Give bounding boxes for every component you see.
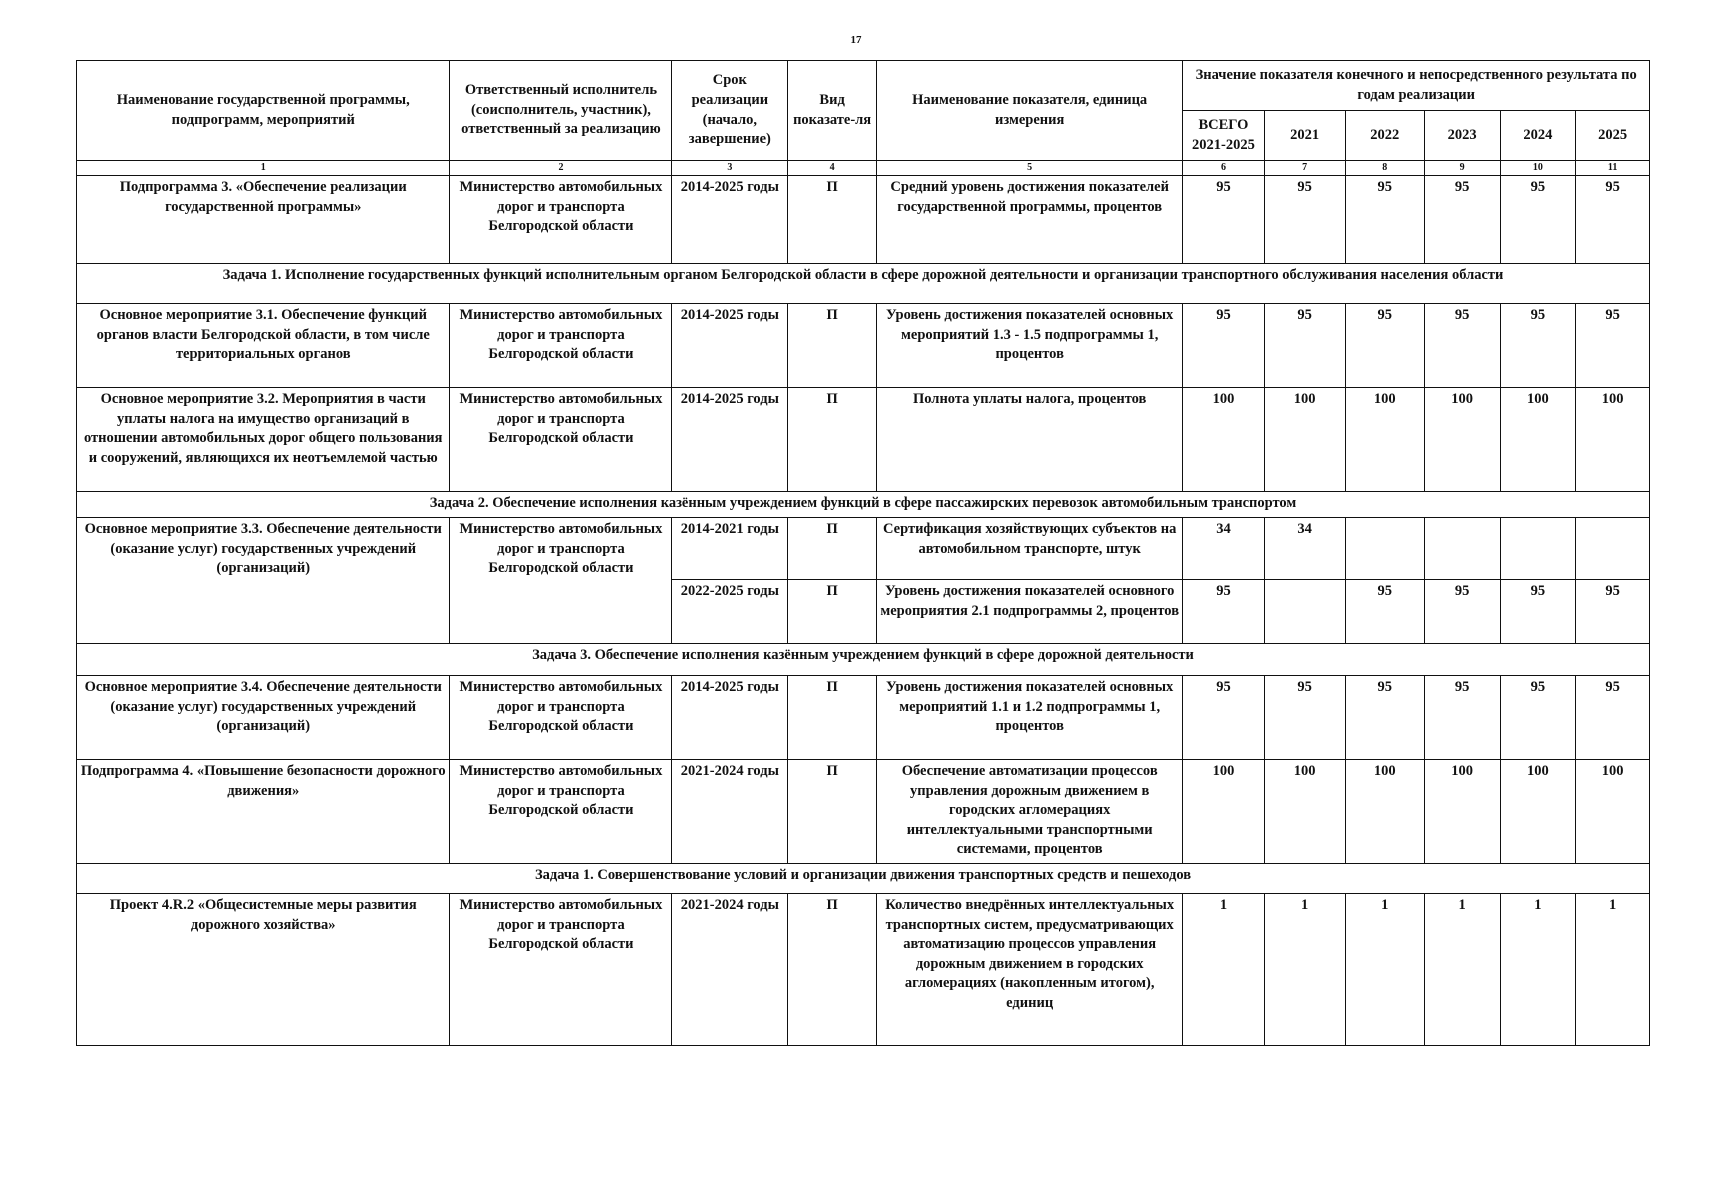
task-title: Задача 2. Обеспечение исполнения казённым учреждением функций в сфере пассажирских перевозок автомобильным транспортом bbox=[77, 492, 1650, 518]
value-2022: 1 bbox=[1345, 894, 1424, 1046]
value-2021 bbox=[1264, 580, 1345, 644]
value-total: 95 bbox=[1183, 304, 1264, 388]
value-2025: 95 bbox=[1576, 176, 1650, 264]
value-2023: 100 bbox=[1424, 388, 1500, 492]
indicator-type: П bbox=[788, 580, 877, 644]
table-row bbox=[77, 894, 1650, 1046]
column-number: 11 bbox=[1576, 161, 1650, 176]
task-row bbox=[77, 644, 1650, 676]
value-total: 100 bbox=[1183, 388, 1264, 492]
term: 2022-2025 годы bbox=[672, 580, 788, 644]
value-2021: 95 bbox=[1264, 304, 1345, 388]
executor: Министерство автомобильных дорог и транспорта Белгородской области bbox=[450, 760, 672, 864]
term: 2021-2024 годы bbox=[672, 760, 788, 864]
header-indicator-type: Вид показате-ля bbox=[788, 61, 877, 161]
value-2024 bbox=[1500, 518, 1576, 580]
value-2023: 1 bbox=[1424, 894, 1500, 1046]
task-title: Задача 1. Исполнение государственных функций исполнительным органом Белгородской области в сфере дорожной деятельности и организации транспортного обслуживания населения области bbox=[77, 264, 1650, 304]
column-number: 8 bbox=[1345, 161, 1424, 176]
value-2025: 95 bbox=[1576, 580, 1650, 644]
table-row bbox=[77, 676, 1650, 760]
indicator-name: Уровень достижения показателей основных мероприятий 1.3 - 1.5 подпрограммы 1, процентов bbox=[877, 304, 1183, 388]
program-name: Основное мероприятие 3.1. Обеспечение функций органов власти Белгородской области, в том числе территориальных органов bbox=[77, 304, 450, 388]
indicator-name: Сертификация хозяйствующих субъектов на автомобильном транспорте, штук bbox=[877, 518, 1183, 580]
value-2023: 100 bbox=[1424, 760, 1500, 864]
value-2021: 100 bbox=[1264, 760, 1345, 864]
header-year: 2023 bbox=[1424, 111, 1500, 161]
table-row bbox=[77, 518, 1650, 580]
indicators-table bbox=[76, 60, 1650, 1046]
value-2024: 100 bbox=[1500, 388, 1576, 492]
program-name: Основное мероприятие 3.3. Обеспечение деятельности (оказание услуг) государственных учреждений (организаций) bbox=[77, 518, 450, 644]
header-year: 2025 bbox=[1576, 111, 1650, 161]
value-2025: 95 bbox=[1576, 304, 1650, 388]
indicator-type: П bbox=[788, 894, 877, 1046]
value-2023: 95 bbox=[1424, 304, 1500, 388]
header-indicator-name: Наименование показателя, единица измерения bbox=[877, 61, 1183, 161]
value-2021: 34 bbox=[1264, 518, 1345, 580]
program-name: Основное мероприятие 3.4. Обеспечение деятельности (оказание услуг) государственных учреждений (организаций) bbox=[77, 676, 450, 760]
term: 2014-2025 годы bbox=[672, 176, 788, 264]
term: 2014-2025 годы bbox=[672, 676, 788, 760]
value-2022: 100 bbox=[1345, 388, 1424, 492]
executor: Министерство автомобильных дорог и транспорта Белгородской области bbox=[450, 894, 672, 1046]
indicator-name: Уровень достижения показателей основных мероприятий 1.1 и 1.2 подпрограммы 1, процентов bbox=[877, 676, 1183, 760]
value-2024: 1 bbox=[1500, 894, 1576, 1046]
value-2024: 95 bbox=[1500, 676, 1576, 760]
indicator-type: П bbox=[788, 388, 877, 492]
header-program-name: Наименование государственной программы, подпрограмм, мероприятий bbox=[77, 61, 450, 161]
task-row bbox=[77, 864, 1650, 894]
value-2022: 100 bbox=[1345, 760, 1424, 864]
value-2021: 1 bbox=[1264, 894, 1345, 1046]
indicator-type: П bbox=[788, 304, 877, 388]
value-2023: 95 bbox=[1424, 176, 1500, 264]
value-2025: 100 bbox=[1576, 760, 1650, 864]
value-2021: 95 bbox=[1264, 176, 1345, 264]
value-total: 95 bbox=[1183, 676, 1264, 760]
value-2023 bbox=[1424, 518, 1500, 580]
indicator-type: П bbox=[788, 176, 877, 264]
indicator-name: Количество внедрённых интеллектуальных транспортных систем, предусматривающих автоматизацию процессов управления дорожным движением в городских агломерациях (накопленным итогом), единиц bbox=[877, 894, 1183, 1046]
executor: Министерство автомобильных дорог и транспорта Белгородской области bbox=[450, 304, 672, 388]
indicator-name: Средний уровень достижения показателей государственной программы, процентов bbox=[877, 176, 1183, 264]
value-2025: 100 bbox=[1576, 388, 1650, 492]
task-row bbox=[77, 492, 1650, 518]
indicator-type: П bbox=[788, 760, 877, 864]
value-2021: 95 bbox=[1264, 676, 1345, 760]
value-total: 95 bbox=[1183, 176, 1264, 264]
header-term: Срок реализации (начало, завершение) bbox=[672, 61, 788, 161]
indicator-type: П bbox=[788, 676, 877, 760]
value-2024: 95 bbox=[1500, 176, 1576, 264]
task-title: Задача 3. Обеспечение исполнения казённым учреждением функций в сфере дорожной деятельности bbox=[77, 644, 1650, 676]
indicator-name: Обеспечение автоматизации процессов управления дорожным движением в городских агломерациях интеллектуальными транспортными системами, процентов bbox=[877, 760, 1183, 864]
executor: Министерство автомобильных дорог и транспорта Белгородской области bbox=[450, 676, 672, 760]
task-title: Задача 1. Совершенствование условий и организации движения транспортных средств и пешеходов bbox=[77, 864, 1650, 894]
value-total: 1 bbox=[1183, 894, 1264, 1046]
value-total: 34 bbox=[1183, 518, 1264, 580]
value-total: 100 bbox=[1183, 760, 1264, 864]
header-year: 2021 bbox=[1264, 111, 1345, 161]
page-number: 17 bbox=[850, 34, 862, 46]
term: 2021-2024 годы bbox=[672, 894, 788, 1046]
executor: Министерство автомобильных дорог и транспорта Белгородской области bbox=[450, 388, 672, 492]
term: 2014-2025 годы bbox=[672, 388, 788, 492]
value-2024: 100 bbox=[1500, 760, 1576, 864]
column-number: 4 bbox=[788, 161, 877, 176]
value-2025: 1 bbox=[1576, 894, 1650, 1046]
value-2023: 95 bbox=[1424, 676, 1500, 760]
column-number: 1 bbox=[77, 161, 450, 176]
program-name: Проект 4.R.2 «Общесистемные меры развития дорожного хозяйства» bbox=[77, 894, 450, 1046]
value-2022 bbox=[1345, 518, 1424, 580]
header-executor: Ответственный исполнитель (соисполнитель, участник), ответственный за реализацию bbox=[450, 61, 672, 161]
table-row bbox=[77, 304, 1650, 388]
indicator-name: Полнота уплаты налога, процентов bbox=[877, 388, 1183, 492]
value-2025: 95 bbox=[1576, 676, 1650, 760]
column-number: 7 bbox=[1264, 161, 1345, 176]
column-number: 3 bbox=[672, 161, 788, 176]
table-row bbox=[77, 760, 1650, 864]
header-year: 2024 bbox=[1500, 111, 1576, 161]
value-2022: 95 bbox=[1345, 580, 1424, 644]
table-row bbox=[77, 176, 1650, 264]
value-total: 95 bbox=[1183, 580, 1264, 644]
executor: Министерство автомобильных дорог и транспорта Белгородской области bbox=[450, 176, 672, 264]
term: 2014-2021 годы bbox=[672, 518, 788, 580]
executor: Министерство автомобильных дорог и транспорта Белгородской области bbox=[450, 518, 672, 644]
term: 2014-2025 годы bbox=[672, 304, 788, 388]
column-number-row bbox=[77, 161, 1650, 176]
value-2024: 95 bbox=[1500, 580, 1576, 644]
header-total: ВСЕГО 2021-2025 bbox=[1183, 111, 1264, 161]
program-name: Подпрограмма 3. «Обеспечение реализации государственной программы» bbox=[77, 176, 450, 264]
indicator-type: П bbox=[788, 518, 877, 580]
program-name: Подпрограмма 4. «Повышение безопасности дорожного движения» bbox=[77, 760, 450, 864]
column-number: 6 bbox=[1183, 161, 1264, 176]
column-number: 2 bbox=[450, 161, 672, 176]
program-name: Основное мероприятие 3.2. Мероприятия в части уплаты налога на имущество организаций в отношении автомобильных дорог общего пользования и сооружений, являющихся их неотъемлемой частью bbox=[77, 388, 450, 492]
value-2022: 95 bbox=[1345, 676, 1424, 760]
task-row bbox=[77, 264, 1650, 304]
table-row bbox=[77, 388, 1650, 492]
column-number: 5 bbox=[877, 161, 1183, 176]
value-2021: 100 bbox=[1264, 388, 1345, 492]
value-2022: 95 bbox=[1345, 304, 1424, 388]
value-2023: 95 bbox=[1424, 580, 1500, 644]
value-2025 bbox=[1576, 518, 1650, 580]
header-year: 2022 bbox=[1345, 111, 1424, 161]
header-values-group: Значение показателя конечного и непосредственного результата по годам реализации bbox=[1183, 61, 1650, 111]
column-number: 9 bbox=[1424, 161, 1500, 176]
column-number: 10 bbox=[1500, 161, 1576, 176]
value-2024: 95 bbox=[1500, 304, 1576, 388]
indicator-name: Уровень достижения показателей основного мероприятия 2.1 подпрограммы 2, процентов bbox=[877, 580, 1183, 644]
value-2022: 95 bbox=[1345, 176, 1424, 264]
